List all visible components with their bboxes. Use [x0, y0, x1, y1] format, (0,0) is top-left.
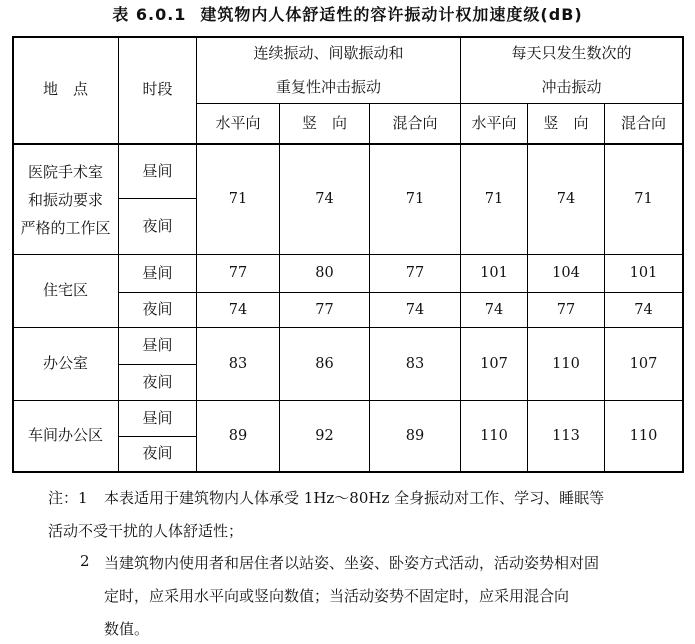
value-cell: 74 [228, 301, 248, 318]
header-group-continuous: 连续振动、间歇振动和 重复性冲击振动 [253, 44, 404, 96]
table-number: 表 6.0.1 [112, 5, 187, 24]
location-hospital: 医院手术室 和振动要求 严格的工作区 [20, 162, 111, 237]
header-mixed-1: 混合向 [392, 113, 438, 132]
period-night: 夜间 [142, 300, 173, 319]
value-cell: 86 [315, 355, 334, 372]
header-mixed-2: 混合向 [620, 113, 666, 132]
value-cell: 71 [634, 191, 653, 208]
header-vertical-1: 竖 向 [301, 113, 347, 132]
header-period: 时段 [142, 80, 173, 99]
value-cell: 74 [315, 191, 334, 208]
note-1-line-1: 本表适用于建筑物内人体承受 1Hz～80Hz 全身振动对工作、学习、睡眠等 [104, 489, 605, 507]
location-workshop-office: 车间办公区 [27, 426, 103, 445]
value-cell: 77 [405, 265, 425, 282]
value-cell: 83 [228, 355, 248, 372]
value-cell: 89 [405, 427, 425, 444]
value-cell: 104 [552, 265, 580, 282]
note-1-line-2: 活动不受干扰的人体舒适性； [48, 522, 244, 540]
header-group-impact: 每天只发生数次的 冲击振动 [511, 44, 632, 96]
value-cell: 77 [228, 265, 248, 282]
note-2-line-1: 当建筑物内使用者和居住者以站姿、坐姿、卧姿方式活动，活动姿势相对固 [104, 554, 600, 572]
value-cell: 71 [228, 191, 248, 208]
value-cell: 77 [556, 301, 576, 318]
header-location: 地 点 [42, 80, 88, 99]
value-cell: 83 [405, 355, 425, 372]
value-cell: 110 [629, 427, 658, 444]
value-cell: 77 [315, 301, 334, 318]
value-cell: 71 [405, 191, 425, 208]
value-cell: 113 [552, 427, 580, 444]
value-cell: 107 [480, 355, 508, 372]
note-2-number: 2 [80, 552, 90, 570]
period-night: 夜间 [142, 372, 173, 391]
table-caption: 建筑物内人体舒适性的容许振动计权加速度级(dB) [200, 5, 583, 24]
value-cell: 71 [484, 191, 504, 208]
period-day: 昼间 [142, 263, 173, 282]
value-cell: 92 [315, 427, 334, 444]
header-horizontal-1: 水平向 [215, 113, 261, 132]
value-cell: 74 [484, 301, 504, 318]
value-cell: 101 [629, 265, 658, 282]
note-label: 注：1 [48, 489, 88, 507]
header-vertical-2: 竖 向 [543, 113, 589, 132]
value-cell: 80 [315, 265, 334, 282]
value-cell: 110 [552, 355, 580, 372]
period-night: 夜间 [142, 216, 173, 235]
period-day: 昼间 [142, 336, 173, 355]
value-cell: 89 [228, 427, 248, 444]
header-horizontal-2: 水平向 [471, 113, 517, 132]
location-office: 办公室 [42, 354, 88, 373]
note-2-line-3: 数值。 [104, 620, 150, 638]
value-cell: 74 [556, 191, 576, 208]
value-cell: 107 [629, 355, 658, 372]
value-cell: 74 [634, 301, 653, 318]
period-night: 夜间 [142, 444, 173, 463]
value-cell: 101 [480, 265, 508, 282]
value-cell: 110 [480, 427, 508, 444]
value-cell: 74 [405, 301, 425, 318]
period-day: 昼间 [142, 161, 173, 180]
table-title [0, 2, 695, 25]
location-residential: 住宅区 [42, 281, 88, 300]
note-2-line-2: 定时，应采用水平向或竖向数值；当活动姿势不固定时，应采用混合向 [104, 587, 570, 605]
period-day: 昼间 [142, 408, 173, 427]
